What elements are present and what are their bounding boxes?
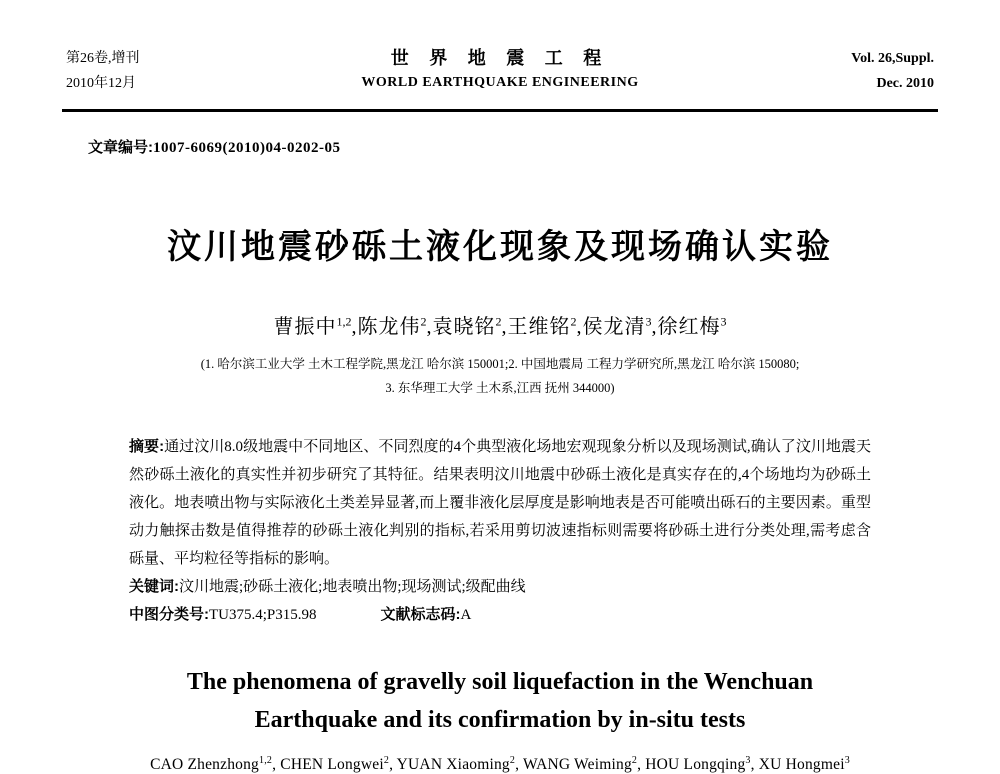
article-number-label: 文章编号: — [88, 139, 153, 156]
author-name: 袁晓铭$^2$ — [432, 314, 502, 338]
journal-name-block — [256, 46, 744, 96]
journal-name-cn: 世 界 地 震 工 程 — [390, 48, 610, 68]
author-name: 曹振中$^{1,2}$ — [273, 314, 352, 338]
author-name: 侯龙清$^3$ — [582, 314, 652, 338]
author-affiliation-superscript: 3 — [720, 314, 727, 329]
doc-code-label: 文献标志码: — [380, 606, 461, 623]
author-name: 陈龙伟$^2$ — [357, 314, 427, 338]
authors-line-cn: 曹振中$^{1,2}$,陈龙伟$^2$,袁晓铭$^2$,王维铭$^2$,侯龙清$^3$,徐红梅$^3$ — [273, 314, 727, 338]
author-name: 王维铭$^2$ — [507, 314, 577, 338]
paper-title-cn: 汶川地震砂砾土液化现象及现场确认实验 — [167, 228, 833, 266]
abstract-text: 通过汶川8.0级地震中不同地区、不同烈度的4个典型液化场地宏观现象分析以及现场测试,确认了汶川地震天然砂砾土液化的真实性并初步研究了其特征。结果表明汶川地震中砂砾土液化是真实存在的,4个场地均为砂砾土液化。地表喷出物与实际液化土类差异显著,而上覆非液化层厚度是影响地表是否可能喷出砾石的主要因素。重型动力触探击数是值得推荐的砂砾土液化判别的指标,若采用剪切波速指标则需要将砂砾土进行分类处理,需考虑含砾量、平均粒径等指标的影响。 — [129, 439, 871, 567]
author-name: WANG Weiming$^2$ — [522, 755, 638, 774]
author-affiliation-superscript: 2 — [495, 314, 502, 329]
keywords-label: 关键词: — [129, 578, 179, 595]
doc-code-value: A — [460, 607, 472, 623]
author-affiliation-superscript: 3 — [645, 314, 652, 329]
keywords-line — [129, 573, 871, 601]
clc-value: TU375.4;P315.98 — [209, 607, 317, 623]
author-affiliation-superscript: 2 — [383, 755, 390, 766]
affiliation-line-1: (1. 哈尔滨工业大学 土木工程学院,黑龙江 哈尔滨 150001;2. 中国地震局 工程力学研究所,黑龙江 哈尔滨 150080; — [200, 357, 800, 371]
article-number-value: 1007-6069(2010)04-0202-05 — [153, 140, 341, 156]
author-affiliation-superscript: 3 — [844, 755, 850, 766]
author-name: XU Hongmei$^3$ — [758, 755, 850, 774]
article-number-line — [88, 136, 1000, 157]
paper-title-en — [0, 663, 1000, 739]
affiliations-block — [0, 352, 1000, 400]
author-affiliation-superscript: 3 — [745, 755, 751, 766]
publish-date-cn: 2010年12月 — [66, 76, 136, 91]
author-affiliation-superscript: 1,2 — [336, 314, 352, 329]
author-affiliation-superscript: 2 — [570, 314, 577, 329]
paper-title-en-line-1: The phenomena of gravelly soil liquefaction in the Wenchuan — [186, 669, 814, 695]
journal-header — [0, 0, 1000, 96]
author-affiliation-superscript: 2 — [420, 314, 427, 329]
clc-label: 中图分类号: — [129, 606, 209, 623]
author-name: CAO Zhenzhong$^{1,2}$ — [150, 755, 273, 774]
header-volume-block-en — [744, 46, 934, 96]
keywords-text: 汶川地震;砂砾土液化;地表喷出物;现场测试;级配曲线 — [179, 579, 526, 595]
author-name: HOU Longqing$^3$ — [645, 755, 751, 774]
abstract-paragraph — [129, 433, 871, 573]
author-affiliation-superscript: 1,2 — [259, 755, 273, 766]
header-volume-block-cn — [66, 46, 256, 96]
abstract-label: 摘要: — [129, 438, 165, 455]
author-name: 徐红梅$^3$ — [657, 314, 727, 338]
authors-line-en: CAO Zhenzhong$^{1,2}$, CHEN Longwei$^2$, YUAN Xiaoming$^2$, WANG Weiming$^2$, HOU Longqing$^3$, XU Hongmei$^3$ — [150, 755, 850, 774]
abstract-block — [129, 433, 871, 629]
author-affiliation-superscript: 2 — [631, 755, 638, 766]
publish-date-en: Dec. 2010 — [876, 76, 934, 91]
volume-issue-en: Vol. 26,Suppl. — [851, 51, 934, 66]
author-name: CHEN Longwei$^2$ — [280, 755, 390, 774]
volume-issue-cn: 第26卷,增刊 — [66, 51, 140, 66]
journal-name-en: WORLD EARTHQUAKE ENGINEERING — [361, 75, 639, 90]
author-name: YUAN Xiaoming$^2$ — [396, 755, 516, 774]
classification-line — [129, 601, 871, 629]
author-affiliation-superscript: 2 — [509, 755, 516, 766]
header-divider-rule — [62, 109, 938, 112]
affiliation-line-2: 3. 东华理工大学 土木系,江西 抚州 344000) — [385, 381, 615, 395]
paper-title-en-line-2: Earthquake and its confirmation by in-situ tests — [254, 707, 746, 733]
